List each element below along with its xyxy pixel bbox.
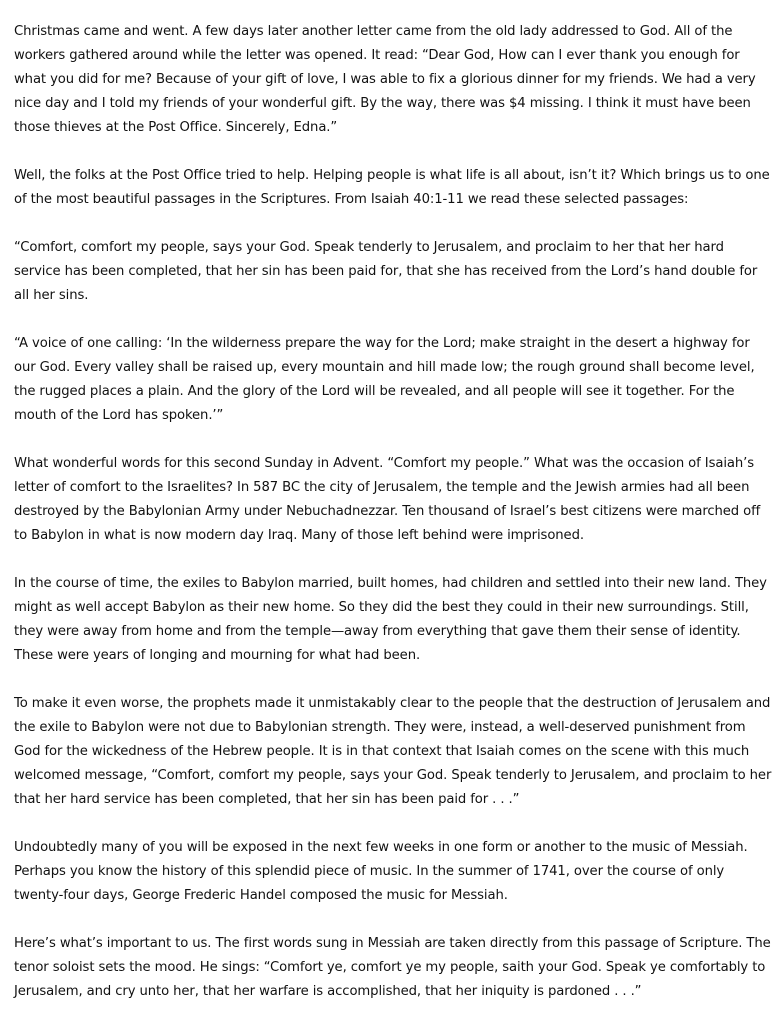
paragraph-prophets: To make it even worse, the prophets made it unmistakably clear to the people that the destruction of Jerusalem and the exile to Babylon were not due to Babylonian strength. They were, instead, a well-deserved punishment from God for the wickedness of the Hebrew people. It is in that context that Isaiah comes on the scene with this much welcomed message, “Comfort, comfort my people, says your God. Speak tenderly to Jerusalem, and proclaim to her that her hard service has been completed, that her sin has been paid for . . .” [14,696,772,807]
paragraph-exiles: In the course of time, the exiles to Babylon married, built homes, had children and settled into their new land. They might as well accept Babylon as their new home. So they did the best they could in their new surroundings. Still, they were away from home and from the temple—away from everything that gave them their sense of identity. These were years of longing and mourning for what had been. [14,576,767,663]
paragraph-edna-letter: Christmas came and went. A few days later another letter came from the old lady addressed to God. All of the workers gathered around while the letter was opened. It read: “Dear God, How can I ever thank you enough for what you did for me? Because of your gift of love, I was able to fix a glorious dinner for my friends. We had a very nice day and I told my friends of your wonderful gift. By the way, there was $4 missing. I think it must have been those thieves at the Post Office. Sincerely, Edna.” [14,24,756,135]
paragraph-tenor: Here’s what’s important to us. The first words sung in Messiah are taken directly from this passage of Scripture. The tenor soloist sets the mood. He sings: “Comfort ye, comfort ye my people, saith your God. Speak ye comfortably to Jerusalem, and cry unto her, that her warfare is accomplished, that her iniquity is pardoned . . .” [14,936,771,999]
paragraph-messiah: Undoubtedly many of you will be exposed in the next few weeks in one form or another to the music of Messiah. Perhaps you know the history of this splendid piece of music. In the summer of 1741, over the course of only twenty-four days, George Frederic Handel composed the music for Messiah. [14,840,748,903]
paragraph-post-office: Well, the folks at the Post Office tried to help. Helping people is what life is all about, isn’t it? Which brings us to one of the most beautiful passages in the Scriptures. From Isaiah 40:1-11 we read these selected passages: [14,168,770,207]
paragraph-isaiah-quote-2: “A voice of one calling: ‘In the wilderness prepare the way for the Lord; make straight in the desert a highway for our God. Every valley shall be raised up, every mountain and hill made low; the rough ground shall become level, the rugged places a plain. And the glory of the Lord will be revealed, and all people will see it together. For the mouth of the Lord has spoken.’” [14,336,755,423]
paragraph-advent: What wonderful words for this second Sunday in Advent. “Comfort my people.” What was the occasion of Isaiah’s letter of comfort to the Israelites? In 587 BC the city of Jerusalem, the temple and the Jewish armies had all been destroyed by the Babylonian Army under Nebuchadnezzar. Ten thousand of Israel’s best citizens were marched off to Babylon in what is now modern day Iraq. Many of those left behind were imprisoned. [14,456,761,543]
paragraph-isaiah-quote-1: “Comfort, comfort my people, says your God. Speak tenderly to Jerusalem, and proclaim to her that her hard service has been completed, that her sin has been paid for, that she has received from the Lord’s hand double for all her sins. [14,240,758,303]
document-page [14,20,772,1028]
